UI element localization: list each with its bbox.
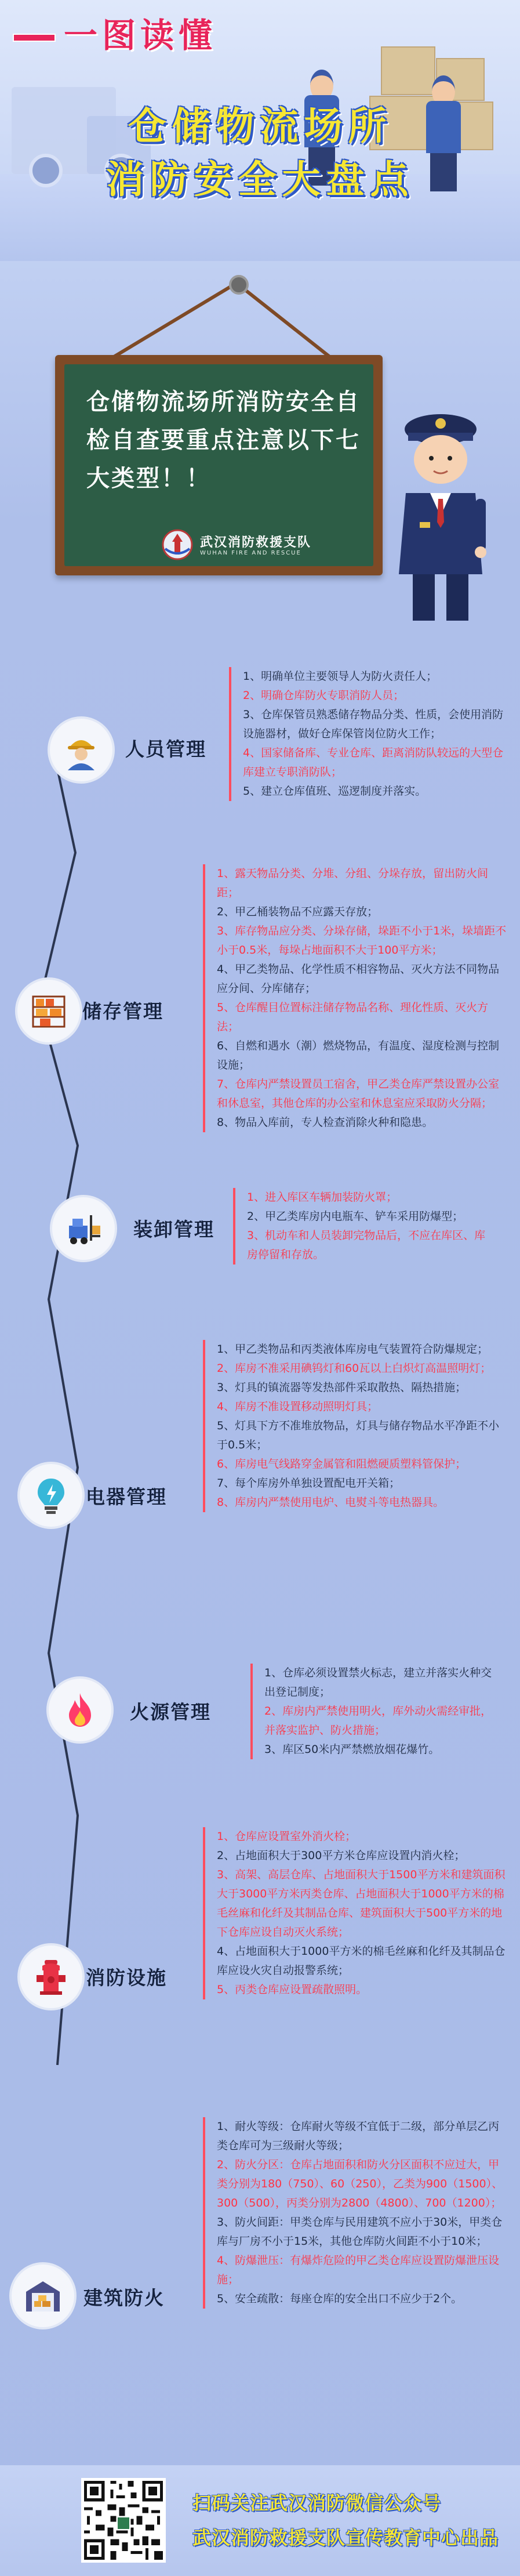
- section-icon-circle: [17, 1943, 85, 2010]
- nail-icon: [229, 275, 249, 295]
- section-icon-circle: [17, 1462, 85, 1529]
- content-item: 3、仓库保管员熟悉储存物品分类、性质，会使用消防设施器材，做好仓库保管岗位防火工作；: [243, 708, 504, 740]
- qr-code-icon: [81, 2478, 166, 2563]
- content-item: 1、进入库区车辆加装防火罩；: [247, 1191, 398, 1204]
- chalkboard: [55, 355, 383, 575]
- footer-line1: 扫码关注武汉消防微信公众号: [192, 2492, 442, 2514]
- content-item: 2、明确仓库防火专职消防人员；: [243, 689, 405, 702]
- section-content: [203, 2117, 507, 2309]
- content-item: 3、库区50米内严禁燃放烟花爆竹。: [264, 1743, 440, 1756]
- worker-icon: [61, 730, 101, 770]
- fire-rescue-logo-icon: [157, 529, 198, 560]
- content-item: 3、高架、高层仓库、占地面积大于1500平方米和建筑面积大于3000平方米丙类仓库、占地面积大于1000平方米的棉毛丝麻和化纤及其制品仓库、建筑面积大于500平方米的地下仓库应设自动灭火系统；: [217, 1868, 506, 1939]
- content-item: 2、防火分区：仓库占地面积和防火分区面积不应过大，甲类分别为180（750）、60（250），乙类为900（1500）、300（500），丙类分别为2800（4800）、700（1200）；: [217, 2158, 503, 2209]
- board-org-name-en: WUHAN FIRE AND RESCUE: [200, 550, 301, 556]
- content-item: 3、机动车和人员装卸完物品后，不应在库区、库房停留和存放。: [247, 1229, 486, 1261]
- pre-title-text: 一图读懂: [64, 16, 217, 55]
- content-item: 1、明确单位主要领导人为防火责任人；: [243, 670, 438, 683]
- content-item: 4、占地面积大于1000平方米的棉毛丝麻和化纤及其制品仓库应设火灾自动报警系统；: [217, 1945, 506, 1977]
- section-icon-circle: [15, 977, 82, 1045]
- section-icon-circle: [50, 1195, 117, 1262]
- content-item: 4、防爆泄压：有爆炸危险的甲乙类仓库应设置防爆泄压设施；: [217, 2254, 500, 2286]
- main-title-line2: 消防安全大盘点: [106, 157, 414, 202]
- section-content: [229, 667, 504, 801]
- timeline: [0, 655, 520, 2448]
- content-item: 4、甲乙类物品、化学性质不相容物品、灭火方法不同物品应分间、分库储存；: [217, 963, 500, 995]
- content-item: 2、库房不准采用碘钨灯和60瓦以上白炽灯高温照明灯；: [217, 1362, 492, 1375]
- content-item: 1、仓库必须设置禁火标志，建立并落实火种交出登记制度；: [264, 1666, 492, 1698]
- chalkboard-surface: [64, 364, 373, 566]
- section-content: [203, 1827, 507, 1999]
- footer-line2: 武汉消防救援支队宣传教育中心出品: [192, 2527, 499, 2549]
- section-title: 装卸管理: [133, 1218, 214, 1241]
- section-content: [250, 1664, 502, 1759]
- content-item: 1、仓库应设置室外消火栓；: [217, 1830, 357, 1843]
- content-item: 5、灯具下方不准堆放物品，灯具与储存物品水平净距不小于0.5米；: [217, 1419, 500, 1451]
- hydrant-icon: [31, 1957, 71, 1997]
- board-hanging-string: [0, 0, 520, 371]
- content-item: 8、库房内严禁使用电炉、电熨斗等电热器具。: [217, 1496, 445, 1509]
- content-item: 2、库房内严禁使用明火，库外动火需经审批，并落实监护、防火措施；: [264, 1705, 492, 1737]
- content-item: 1、耐火等级：仓库耐火等级不宜低于二级，部分单层乙丙类仓库可为三级耐火等级；: [217, 2120, 500, 2152]
- section-content: [203, 864, 507, 1132]
- forklift-icon: [63, 1208, 104, 1249]
- section-content: [233, 1188, 496, 1265]
- content-item: 6、库房电气线路穿金属管和阻燃硬质塑料管保护；: [217, 1458, 467, 1470]
- bulb-icon: [31, 1475, 71, 1516]
- section-title: 消防设施: [86, 1966, 167, 1989]
- content-item: 5、安全疏散：每座仓库的安全出口不应少于2个。: [217, 2292, 463, 2305]
- flame-icon: [60, 1690, 100, 1730]
- content-item: 4、国家储备库、专业仓库、距离消防队较远的大型仓库建立专职消防队；: [243, 747, 504, 778]
- content-item: 3、库存物品应分类、分垛存储，垛距不小于1米，垛墙距不小于0.5米，每垛占地面积不大于100平方米；: [217, 925, 507, 957]
- warehouse-icon: [23, 2276, 63, 2316]
- content-item: 1、甲乙类物品和丙类液体库房电气装置符合防爆规定；: [217, 1343, 489, 1356]
- section-content: [203, 1340, 507, 1512]
- content-item: 4、库房不准设置移动照明灯具；: [217, 1400, 379, 1413]
- content-item: 2、甲乙桶装物品不应露天存放；: [217, 905, 379, 918]
- content-item: 8、物品入库前，专人检查消除火种和隐患。: [217, 1116, 434, 1129]
- section-title: 人员管理: [125, 738, 206, 760]
- section-icon-circle: [48, 716, 115, 784]
- content-item: 3、灯具的镇流器等发热部件采取散热、隔热措施；: [217, 1381, 467, 1394]
- section-title: 电器管理: [86, 1486, 167, 1508]
- section-icon-circle: [9, 2262, 77, 2329]
- content-item: 7、每个库房外单独设置配电开关箱；: [217, 1477, 401, 1490]
- main-title-line1: 仓储物流场所: [128, 104, 392, 148]
- qr-code[interactable]: [81, 2478, 166, 2563]
- board-text: 仓储物流场所消防安全自检自查要重点注意以下七大类型！！: [86, 389, 361, 492]
- content-item: 5、仓库醒目位置标注储存物品名称、理化性质、灭火方法；: [217, 1001, 489, 1033]
- content-item: 6、自燃和遇水（潮）燃烧物品，有温度、湿度检测与控制设施；: [217, 1039, 500, 1071]
- content-item: 2、占地面积大于300平方米仓库应设置内消火栓；: [217, 1849, 466, 1862]
- section-title: 储存管理: [82, 1000, 163, 1023]
- firefighter-officer-illustration: [383, 406, 499, 626]
- content-item: 7、仓库内严禁设置员工宿舍，甲乙类仓库严禁设置办公室和休息室，其他仓库的办公室和休息室应采取防火分隔；: [217, 1078, 500, 1110]
- content-item: 2、甲乙类库房内电瓶车、铲车采用防爆型；: [247, 1210, 464, 1223]
- section-title: 火源管理: [130, 1701, 211, 1723]
- board-org-name: 武汉消防救援支队: [200, 535, 312, 550]
- section-icon-circle: [46, 1676, 114, 1744]
- content-item: 5、建立仓库值班、巡逻制度并落实。: [243, 785, 427, 798]
- shelf-icon: [28, 991, 69, 1031]
- content-item: 3、防火间距：甲类仓库与民用建筑不应小于30米，甲类仓库与厂房不小于15米，其他仓库防火间距不小于10米；: [217, 2216, 503, 2248]
- content-item: 1、露天物品分类、分堆、分组、分垛存放，留出防火间距；: [217, 867, 489, 899]
- content-item: 5、丙类仓库应设置疏散照明。: [217, 1983, 368, 1996]
- footer: [0, 2465, 520, 2576]
- section-title: 建筑防火: [83, 2287, 165, 2309]
